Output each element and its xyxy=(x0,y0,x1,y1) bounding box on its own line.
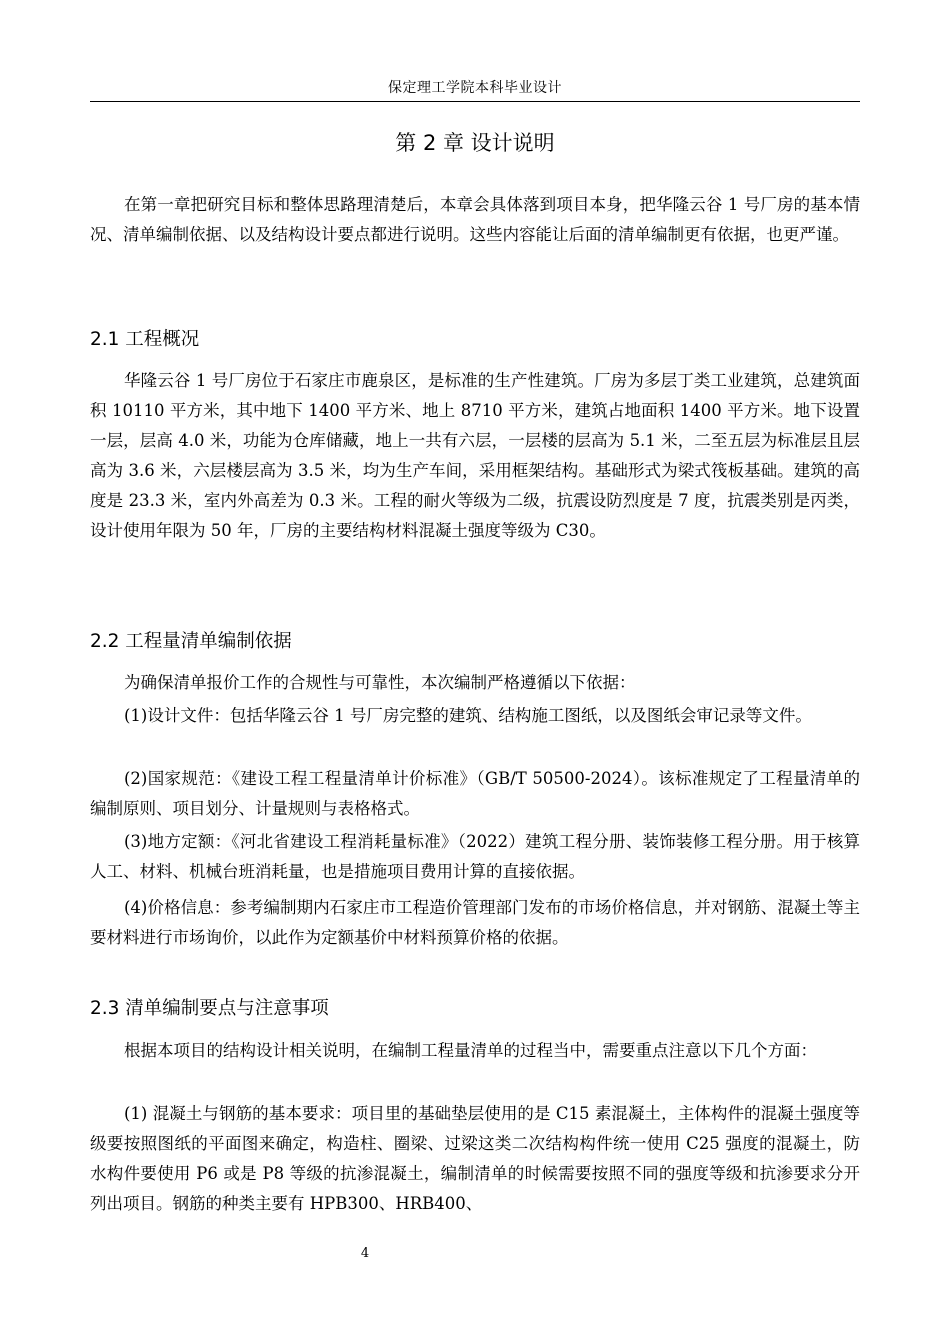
paragraph-basis-3: (3)地方定额：《河北省建设工程消耗量标准》（2022）建筑工程分册、装饰装修工程分册。用于核算人工、材料、机械台班消耗量，也是措施项目费用计算的直接依据。 xyxy=(90,832,860,881)
section-heading-2-2: 2.2 工程量清单编制依据 xyxy=(90,631,292,652)
chapter-title: 第 2 章 设计说明 xyxy=(395,131,555,155)
paragraph-points-1: (1) 混凝土与钢筋的基本要求：项目里的基础垫层使用的是 C15 素混凝土，主体构件的混凝土强度等级要按照图纸的平面图来确定，构造柱、圈梁、过梁这类二次结构构件统一使用 C25 强度的混凝土，防水构件要使用 P6 或是 P8 等级的抗渗混凝土，编制清单的时候需要按照不同的强度等级和抗渗要求分开列出项目。钢筋的种类主要有 HPB300、HRB400、 xyxy=(90,1104,860,1213)
intro-paragraph: 在第一章把研究目标和整体思路理清楚后，本章会具体落到项目本身，把华隆云谷 1 号厂房的基本情况、清单编制依据、以及结构设计要点都进行说明。这些内容能让后面的清单编制更有依据，也更严谨。 xyxy=(90,195,860,244)
page-number: 4 xyxy=(360,1246,370,1261)
paragraph-project-overview: 华隆云谷 1 号厂房位于石家庄市鹿泉区，是标准的生产性建筑。厂房为多层丁类工业建筑，总建筑面积 10110 平方米，其中地下 1400 平方米、地上 8710 平方米，建筑占地面积 1400 平方米。地下设置一层，层高 4.0 米，功能为仓库储藏，地上一共有六层，一层楼的层高为 5.1 米，二至五层为标准层且层高为 3.6 米，六层楼层高为 3.5 米，均为生产车间，采用框架结构。基础形式为梁式筏板基础。建筑的高度是 23.3 米，室内外高差为 0.3 米。工程的耐火等级为二级，抗震设防烈度是 7 度，抗震类别是丙类，设计使用年限为 50 年，厂房的主要结构材料混凝土强度等级为 C30。 xyxy=(90,371,860,540)
paragraph-basis-2: (2)国家规范：《建设工程工程量清单计价标准》（GB/T 50500-2024）。该标准规定了工程量清单的编制原则、项目划分、计量规则与表格格式。 xyxy=(90,769,860,818)
section-heading-2-3: 2.3 清单编制要点与注意事项 xyxy=(90,998,329,1019)
running-header: 保定理工学院本科毕业设计 xyxy=(388,80,562,96)
header-rule xyxy=(90,101,860,102)
paragraph-basis-4: (4)价格信息：参考编制期内石家庄市工程造价管理部门发布的市场价格信息，并对钢筋、混凝土等主要材料进行市场询价，以此作为定额基价中材料预算价格的依据。 xyxy=(90,898,860,947)
paragraph-points-intro: 根据本项目的结构设计相关说明，在编制工程量清单的过程当中，需要重点注意以下几个方面： xyxy=(124,1041,817,1060)
paragraph-basis-intro: 为确保清单报价工作的合规性与可靠性，本次编制严格遵循以下依据： xyxy=(124,673,636,692)
section-heading-2-1: 2.1 工程概况 xyxy=(90,329,200,350)
paragraph-basis-1: (1)设计文件：包括华隆云谷 1 号厂房完整的建筑、结构施工图纸，以及图纸会审记录等文件。 xyxy=(124,706,812,725)
